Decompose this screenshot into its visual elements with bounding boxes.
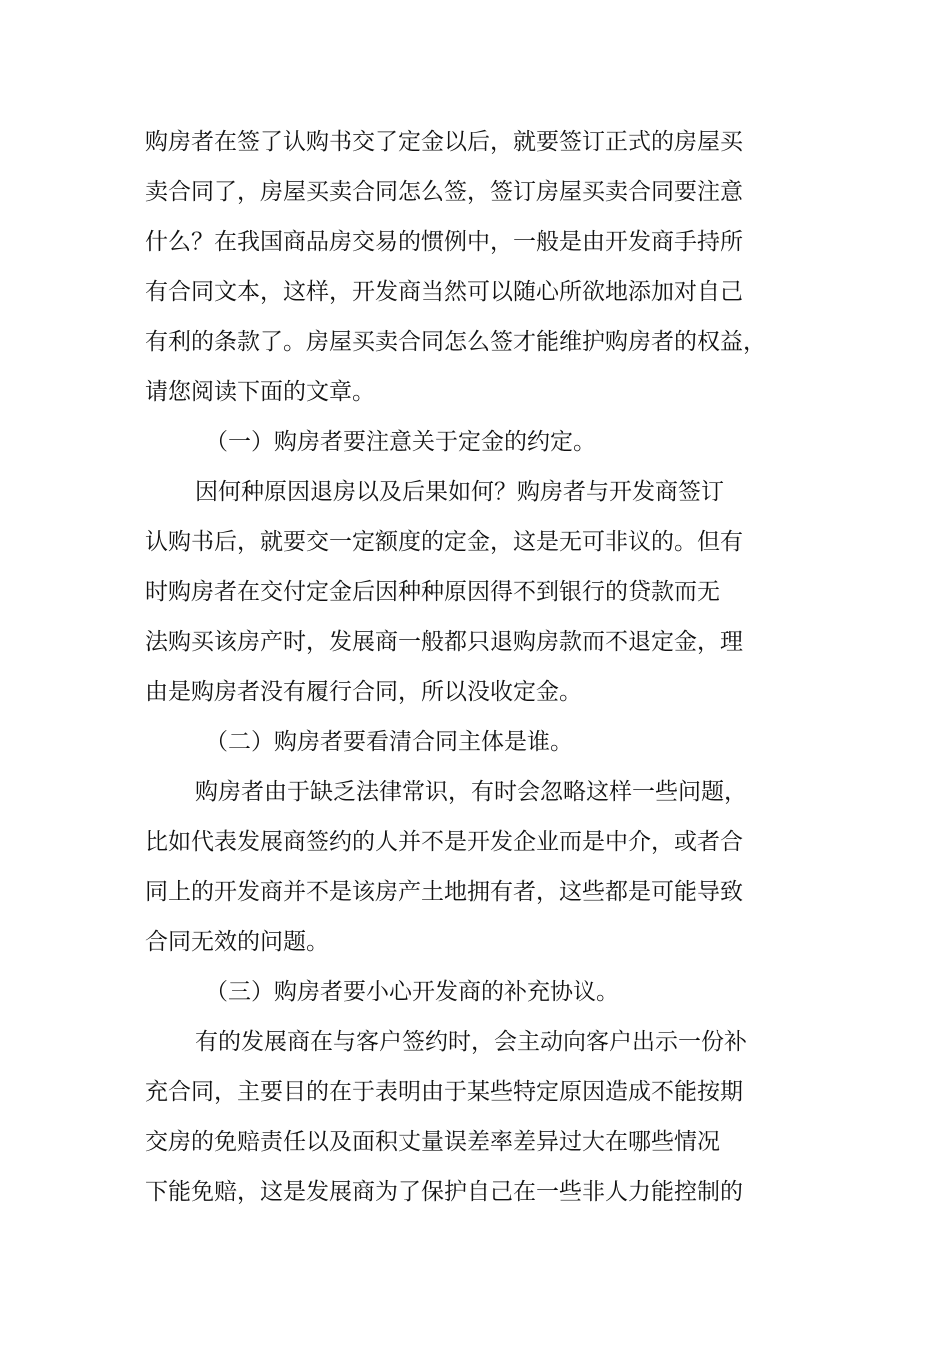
paragraph-4-line-4: 下能免赔，这是发展商为了保护自己在一些非人力能控制的 bbox=[145, 1179, 743, 1205]
paragraph-2-line-1: 因何种原因退房以及后果如何？购房者与开发商签订 bbox=[195, 479, 724, 505]
paragraph-1-line-5: 有利的条款了。房屋买卖合同怎么签才能维护购房者的权益， bbox=[145, 329, 766, 355]
paragraph-2-line-2: 认购书后，就要交一定额度的定金，这是无可非议的。但有 bbox=[145, 529, 743, 555]
paragraph-3-line-2: 比如代表发展商签约的人并不是开发企业而是中介，或者合 bbox=[145, 829, 743, 855]
paragraph-1-line-4: 有合同文本，这样，开发商当然可以随心所欲地添加对自己 bbox=[145, 279, 743, 305]
paragraph-3-line-4: 合同无效的问题。 bbox=[145, 929, 329, 955]
paragraph-2-line-3: 时购房者在交付定金后因种种原因得不到银行的贷款而无 bbox=[145, 579, 720, 605]
paragraph-1-line-6: 请您阅读下面的文章。 bbox=[145, 379, 375, 405]
paragraph-4-line-2: 充合同，主要目的在于表明由于某些特定原因造成不能按期 bbox=[145, 1079, 743, 1105]
section-heading-2: （二）购房者要看清合同主体是谁。 bbox=[205, 729, 573, 755]
paragraph-2-line-4: 法购买该房产时，发展商一般都只退购房款而不退定金，理 bbox=[145, 629, 743, 655]
section-heading-3: （三）购房者要小心开发商的补充协议。 bbox=[205, 979, 619, 1005]
paragraph-2-line-5: 由是购房者没有履行合同，所以没收定金。 bbox=[145, 679, 582, 705]
paragraph-1-line-2: 卖合同了，房屋买卖合同怎么签，签订房屋买卖合同要注意 bbox=[145, 179, 743, 205]
paragraph-1-line-1: 购房者在签了认购书交了定金以后，就要签订正式的房屋买 bbox=[145, 129, 743, 155]
paragraph-4-line-3: 交房的免赔责任以及面积丈量误差率差异过大在哪些情况 bbox=[145, 1129, 720, 1155]
paragraph-3-line-1: 购房者由于缺乏法律常识，有时会忽略这样一些问题， bbox=[195, 779, 747, 805]
paragraph-1-line-3: 什么？在我国商品房交易的惯例中，一般是由开发商手持所 bbox=[145, 229, 743, 255]
paragraph-4-line-1: 有的发展商在与客户签约时，会主动向客户出示一份补 bbox=[195, 1029, 747, 1055]
paragraph-3-line-3: 同上的开发商并不是该房产土地拥有者，这些都是可能导致 bbox=[145, 879, 743, 905]
section-heading-1: （一）购房者要注意关于定金的约定。 bbox=[205, 429, 596, 455]
